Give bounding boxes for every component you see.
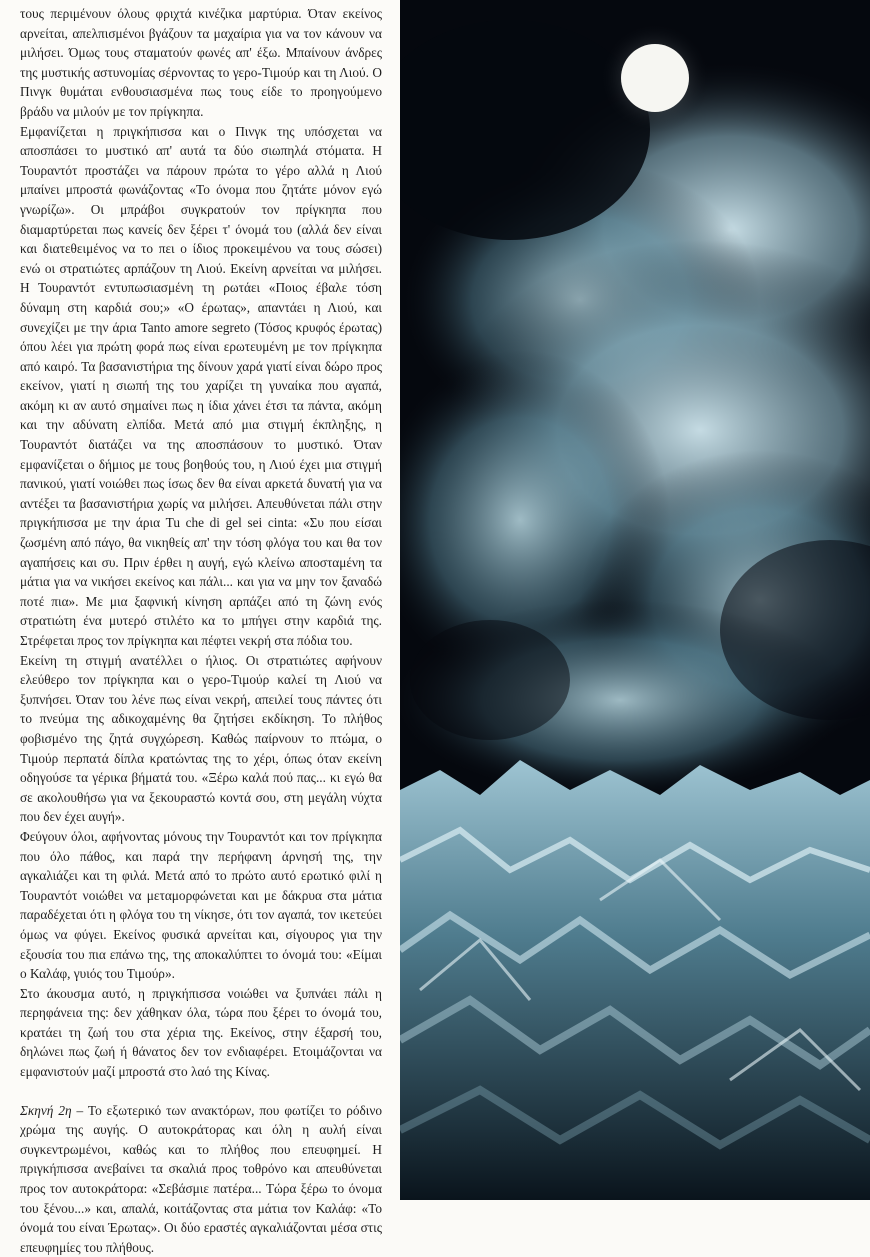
paragraph-4: Φεύγουν όλοι, αφήνοντας μόνους την Τουραντότ και τον πρίγκηπα που όλο πάθος, και παρά την περήφανη άρνησή της, την αγκαλιάζει και τη φιλά. Μετά από το πρώτο αυτό ερωτικό φιλί η Τουραντότ νοιώθει να μεταμορφώνεται και με δάκρυα στα μάτια παραδέχεται ότι η φλόγα του τη νίκησε, ότι τον αγαπά, τον ικετεύει όμως να φύγει. Εκείνος φυσικά αρνείται και, σίγουρος για την εξουσία του πια επάνω της, της αποκαλύπτει το όνομά του: «Είμαι ο Καλάφ, γυιός του Τιμούρ». <box>20 828 382 982</box>
scene-paragraph <box>20 1101 382 1257</box>
scene-label: Σκηνή 2η <box>20 1102 72 1118</box>
paragraph-5: Στο άκουσμα αυτό, η πριγκήπισσα νοιώθει να ξυπνάει πάλι η περηφάνεια της: δεν χάθηκαν όλα, τώρα που ξέρει το όνομά του, κρατάει τη ζωή του στα χέρια της. Εκείνος, στην έξαρσή του, δηλώνει πως ζωή ή θάνατος δεν τον ενδιαφέρει. Ετοιμάζονται να εμφανιστούν μαζί μπροστά στο λαό της Κίνας. <box>20 985 382 1080</box>
paragraph-1: τους περιμένουν όλους φριχτά κινέζικα μαρτύρια. Όταν εκείνος αρνείται, απελπισμένοι βγάζουν τα μαχαίρια για να τον κάνουν να μιλήσει. Όμως τους σταματούν φωνές απ' έξω. Μπαίνουν άνδρες της μυστικής αστυνομίας σέρνοντας το γερο-Τιμούρ και τη Λιού. Ο Πινγκ θυμάται ενθουσιασμένα πως τους είδε το προηγούμενο βράδυ να μιλούν με τον πρίγκηπα. <box>20 6 382 119</box>
night-sky-illustration <box>400 0 870 1200</box>
moonlit-mountains-image <box>400 0 870 1200</box>
moon <box>621 44 689 112</box>
paragraph-3: Εκείνη τη στιγμή ανατέλλει ο ήλιος. Οι στρατιώτες αφήνουν ελεύθερο τον πρίγκηπα και ο γερο-Τιμούρ καλεί τη Λιού να ξυπνήσει. Όταν του λένε πως είναι νεκρή, απειλεί τους πάντες ότι το πνεύμα της αδικοχαμένης θα ζητήσει εκδίκηση. Το πλήθος φοβισμένο της ζητά συγχώρεση. Καθώς παίρνουν το πτώμα, ο Τιμούρ περπατά δίπλα κρατώντας της το χέρι, όπως όταν εκείνη οδηγούσε τα γέρικα βήματά του. «Ξέρω καλά πού πας... κι εγώ θα σε ακολουθήσω για να ξεκουραστώ κοντά σου, στη μεγάλη νύχτα που δεν έχει αυγή». <box>20 652 382 825</box>
text-column <box>0 0 400 1255</box>
mountain-range <box>400 760 870 1200</box>
scene-description: – Το εξωτερικό των ανακτόρων, που φωτίζει το ρόδινο χρώμα της αυγής. Ο αυτοκράτορας και όλη η αυλή είναι συγκεντρωμένοι, καθώς και το πλήθος που επευφημεί. Η πριγκήπισσα ανεβαίνει τα σκαλιά προς τοθρόνο και απευθύνεται προς τον αυτοκράτορα: «Σεβάσμιε πατέρα... Τώρα ξέρω το όνομα του ξένου...» και, απαλά, κοιτάζοντας στα μάτια τον Καλάφ: «Το όνομά του είναι Έρωτας». Οι δύο εραστές αγκαλιάζονται μέσα στις επευφημίες του πλήθους. <box>20 1102 383 1255</box>
paragraph-2: Εμφανίζεται η πριγκήπισσα και ο Πινγκ της υπόσχεται να αποσπάσει το μυστικό απ' αυτά τα δύο σιωπηλά στόματα. Η Τουραντότ προστάζει να πάρουν πρώτα το γέρο αλλά η Λιού μπαίνει μπροστά φωνάζοντας «Το όνομα που ζητάτε μόνον εγώ γνωρίζω». Οι μπράβοι συγκρατούν τον πρίγκηπα που διαμαρτύρεται πως κανείς δεν ξέρει τ' όνομά του (αλλά δεν είναι και διατεθειμένος να το πει ο ίδιος προκειμένου να τους σώσει) ενώ οι στρατιώτες αρπάζουν τη Λιού. Εκείνη αρνείται να μιλήσει. Η Τουραντότ εντυπωσιασμένη τη ρωτάει «Ποιος έβαλε τόση δύναμη στη καρδιά σου;» «Ο έρωτας», απαντάει η Λιού, και συνεχίζει με την άρια Tanto amore segreto (Τόσος κρυφός έρωτας) όπου λέει για πρώτη φορά πως είναι ερωτευμένη με τον πρίγκηπα από καιρό. Τα βασανιστήρια της δίνουν χαρά γιατί είναι δώρο προς εκείνον, γιατί η σιωπή της του χαρίζει τη γυναίκα που αγαπά, ακόμη κι αν αυτό σημαίνει πως η ίδια χάνει έτσι τα πάντα, ακόμη και την αδύνατη ελπίδα. Μετά από μια στιγμή έκπληξης, η Τουραντότ διατάζει να της αποσπάσουν το μυστικό. Όταν εμφανίζεται ο δήμιος με τους βοηθούς του, η Λιού έχει μια στιγμή πανικού, γιατί νοιώθει πως ίσως δεν θα είναι αρκετά δυνατή για να αντέξει τα βασανιστήρια χωρίς να μιλήσει. Απευθύνεται πάλι στην πριγκήπισσα με την άρια Tu che di gel sei cinta: «Συ που είσαι ζωσμένη από πάγο, θα νικηθείς απ' την τόση φλόγα του και θα τον αγαπήσεις και συ. Πριν έρθει η αυγή, εγώ κλείνω αποσταμένη τα μάτια για να νικήσει εκείνος και πάλι... και για να μην τον ξαναδώ ποτέ πια». Με μια ξαφνική κίνηση αρπάζει από τη ζώνη ενός στρατιώτη ένα μυτερό στιλέτο κα το μπήγει στην καρδιά της. Στρέφεται προς τον πρίγκηπα και πέφτει νεκρή στα πόδια του. <box>20 123 382 648</box>
